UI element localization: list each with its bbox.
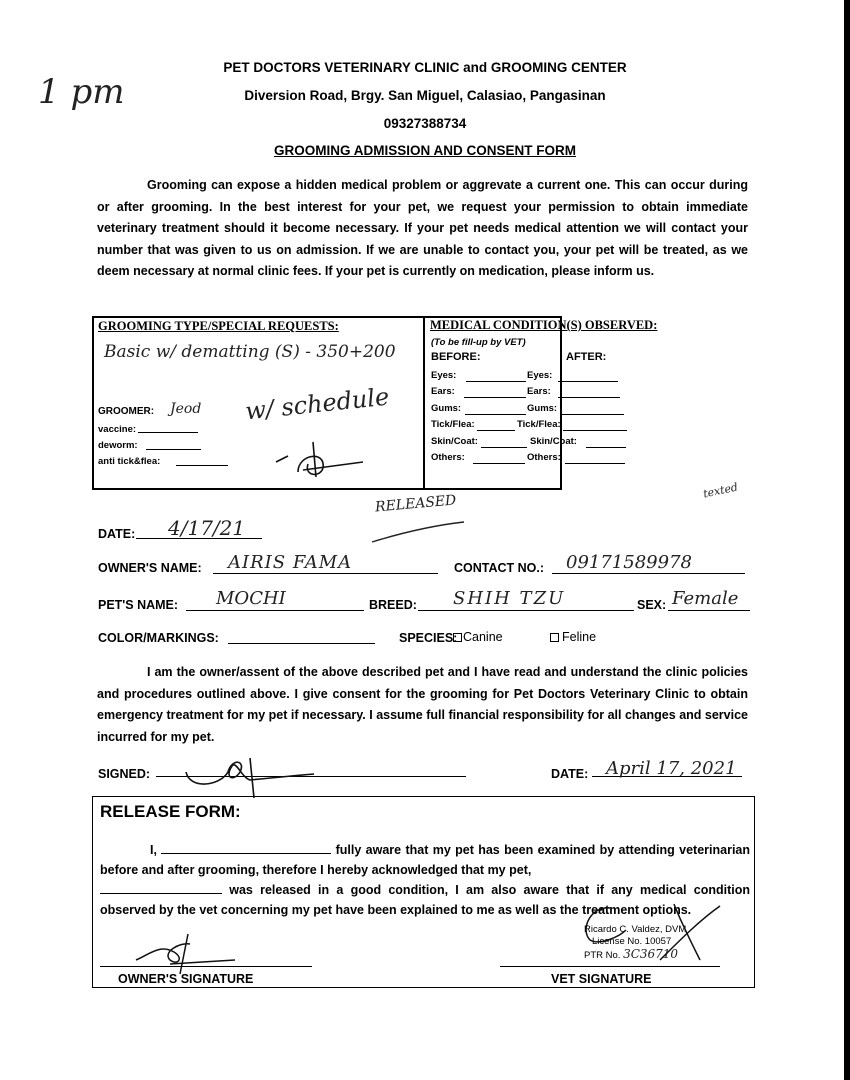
page-edge-shadow xyxy=(844,0,850,1080)
form-title: GROOMING ADMISSION AND CONSENT FORM xyxy=(274,143,576,158)
clinic-name: PET DOCTORS VETERINARY CLINIC and GROOMING CENTER xyxy=(223,60,627,75)
groomer-value: Jeod xyxy=(170,401,202,417)
vet-signature-icon xyxy=(570,900,730,970)
before-others-line xyxy=(473,463,525,464)
contact-label: CONTACT NO.: xyxy=(454,561,545,575)
antitick-line xyxy=(176,465,228,466)
after-others: Others: xyxy=(527,452,561,463)
groomer-label: GROOMER: xyxy=(98,406,155,417)
released-note: RELEASED xyxy=(374,492,457,516)
after-eyes: Eyes: xyxy=(527,370,553,381)
vet-license: License No. 10057 xyxy=(592,936,672,947)
color-field xyxy=(228,629,375,644)
owner-signature-line xyxy=(100,966,312,967)
intro-paragraph: Grooming can expose a hidden medical problem or aggrevate a current one. This can occur during or after grooming. In the best interest for your pet, we request your permission to obtain immediate veterinary treatment should it become necessary. If your pet needs medical attention we will contact your number that was given to us on admission. If we are unable to contact you, your pet will be treated, as we deem necessary at normal clinic fees. If your pet is currently on medication, please inform us. xyxy=(97,178,748,278)
species-feline-label: Feline xyxy=(562,630,597,644)
medical-box-title: MEDICAL CONDITION(S) OBSERVED: xyxy=(430,318,658,332)
sex-value: Female xyxy=(672,588,739,609)
owner-signature-icon xyxy=(180,750,320,800)
release-owner-blank xyxy=(161,841,331,854)
grooming-request: Basic w/ dematting (S) - 350+200 xyxy=(104,342,396,362)
pet-value: MOCHI xyxy=(216,588,286,609)
after-eyes-line xyxy=(558,381,618,382)
breed-label: BREED: xyxy=(369,598,417,612)
species-canine-label: Canine xyxy=(463,630,503,644)
vet-ptr-value: 3C36710 xyxy=(623,947,679,961)
grooming-box-title: GROOMING TYPE/SPECIAL REQUESTS: xyxy=(98,319,339,333)
deworm-label: deworm: xyxy=(98,440,138,451)
antitick-label: anti tick&flea: xyxy=(98,456,161,467)
signed-label: SIGNED: xyxy=(98,767,151,781)
schedule-note: w/ schedule xyxy=(243,382,391,426)
corner-note: texted xyxy=(702,480,740,501)
box-divider xyxy=(423,318,425,488)
before-tick-line xyxy=(477,430,515,431)
vet-signature-label: VET SIGNATURE xyxy=(551,972,652,986)
species-feline-checkbox[interactable] xyxy=(550,633,559,642)
released-underline xyxy=(368,516,468,546)
after-ears: Ears: xyxy=(527,386,551,397)
before-ears: Ears: xyxy=(431,386,455,397)
breed-value: SHIH TZU xyxy=(453,588,566,609)
date-label: DATE: xyxy=(98,527,136,541)
species-canine-checkbox[interactable] xyxy=(453,633,462,642)
release-owner-signature-icon xyxy=(130,930,240,975)
after-tick-line xyxy=(563,430,627,431)
after-gums: Gums: xyxy=(527,403,558,414)
groomer-signature-icon xyxy=(268,432,368,482)
after-label: AFTER: xyxy=(566,351,607,363)
owner-label: OWNER'S NAME: xyxy=(98,561,202,575)
color-label: COLOR/MARKINGS: xyxy=(98,631,219,645)
medical-box-subtitle: (To be fill-up by VET) xyxy=(431,337,526,348)
owner-signature-label: OWNER'S SIGNATURE xyxy=(118,972,254,986)
after-skin-line xyxy=(586,447,626,448)
before-skin-line xyxy=(481,447,527,448)
before-label: BEFORE: xyxy=(431,351,481,363)
before-eyes-line xyxy=(466,381,526,382)
pet-label: PET'S NAME: xyxy=(98,598,179,612)
after-ears-line xyxy=(558,397,620,398)
margin-note: 1 pm xyxy=(38,72,125,112)
vaccine-line xyxy=(138,432,198,433)
before-others: Others: xyxy=(431,452,465,463)
clinic-address: Diversion Road, Brgy. San Miguel, Calasiao, Pangasinan xyxy=(244,88,606,103)
sign-date-label: DATE: xyxy=(551,767,589,781)
species-label: SPECIES: xyxy=(399,631,458,645)
consent-paragraph: I am the owner/assent of the above described pet and I have read and understand the clinic policies and procedures outlined above. I give consent for the grooming for Pet Doctors Veterinary Clinic to obtain emergency treatment for my pet if necessary. I assume full financial responsibility for all changes and service incurred for my pet. xyxy=(97,665,748,744)
before-eyes: Eyes: xyxy=(431,370,457,381)
vaccine-label: vaccine: xyxy=(98,424,137,435)
clinic-phone: 09327388734 xyxy=(383,116,467,131)
release-text-3: was released in a good condition, I am also aware that if any medical condition observed by the vet concerning my pet have been explained to me as well as the treatment options. xyxy=(100,883,750,917)
release-form-title: RELEASE FORM: xyxy=(100,802,241,821)
contact-value: 09171589978 xyxy=(566,552,692,573)
release-pet-blank xyxy=(100,881,222,894)
after-others-line xyxy=(565,463,625,464)
deworm-line xyxy=(146,449,201,450)
before-skin: Skin/Coat: xyxy=(431,436,478,447)
release-text-2: fully aware that my pet has been examined by attending veterinarian before and after grooming, therefore I hereby acknowledged that my pet, xyxy=(100,843,750,877)
sign-date-value: April 17, 2021 xyxy=(606,758,737,779)
vet-name: Ricardo C. Valdez, DVM xyxy=(584,924,687,935)
after-tick: Tick/Flea: xyxy=(517,419,561,430)
date-value: 4/17/21 xyxy=(168,516,246,540)
before-ears-line xyxy=(464,397,526,398)
sex-label: SEX: xyxy=(637,598,667,612)
before-gums: Gums: xyxy=(431,403,462,414)
owner-value: AIRIS FAMA xyxy=(228,552,353,573)
after-skin: Skin/Coat: xyxy=(530,436,577,447)
vet-ptr-label: PTR No. xyxy=(584,950,621,961)
vet-signature-line xyxy=(500,966,720,967)
before-gums-line xyxy=(465,414,526,415)
after-gums-line xyxy=(561,414,624,415)
before-tick: Tick/Flea: xyxy=(431,419,475,430)
release-text-1: I, xyxy=(150,843,162,857)
